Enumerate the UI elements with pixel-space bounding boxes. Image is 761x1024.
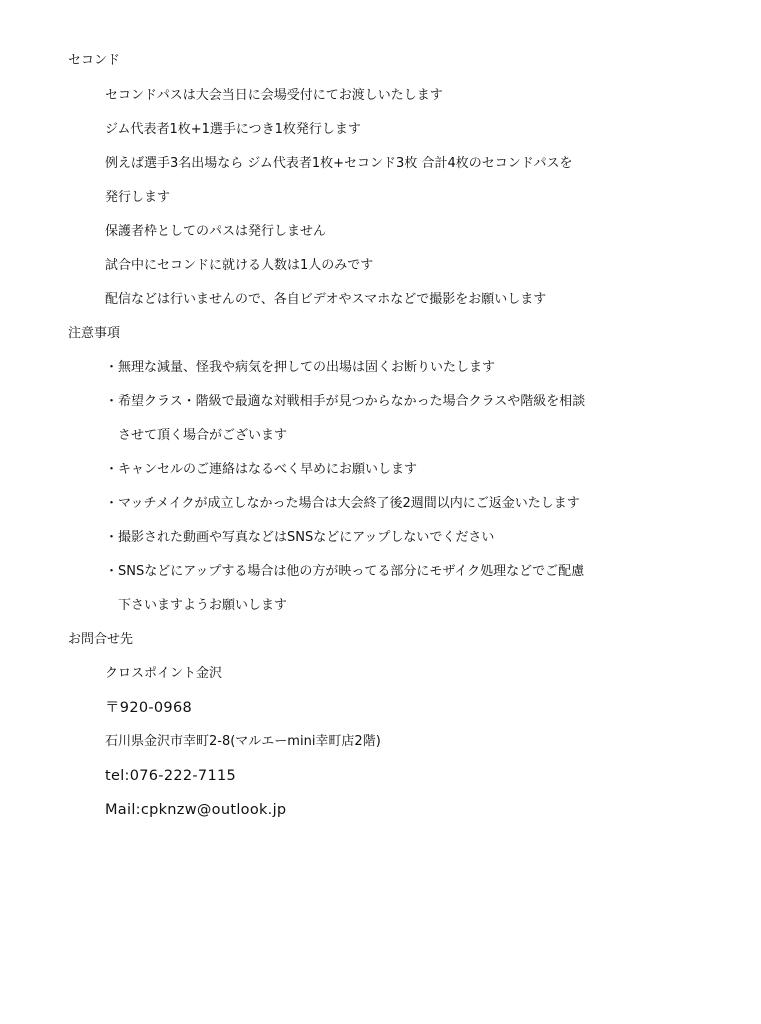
second-heading: セコンド [68, 53, 121, 68]
contact-mail: Mail:cpknzw@outlook.jp [105, 802, 287, 818]
notes-heading: 注意事項 [68, 326, 121, 341]
notes-line: ・キャンセルのご連絡はなるべく早めにお願いします [105, 462, 418, 477]
contact-address: 石川県金沢市幸町2-8(マルエーmini幸町店2階) [105, 734, 381, 749]
second-line: 保護者枠としてのパスは発行しません [105, 224, 327, 239]
notes-line: 下さいますようお願いします [118, 598, 288, 613]
contact-tel: tel:076-222-7115 [105, 768, 237, 784]
second-line: セコンドパスは大会当日に会場受付にてお渡しいたします [105, 88, 443, 103]
notes-line: ・SNSなどにアップする場合は他の方が映ってる部分にモザイク処理などでご配慮 [105, 564, 585, 579]
second-line: 例えば選手3名出場なら ジム代表者1枚+セコンド3枚 合計4枚のセコンドパスを [105, 156, 573, 171]
second-line: 試合中にセコンドに就ける人数は1人のみです [105, 258, 374, 273]
second-line: 発行します [105, 190, 171, 205]
notes-line: ・無理な減量、怪我や病気を押しての出場は固くお断りいたします [105, 360, 496, 375]
contact-name: クロスポイント金沢 [105, 666, 223, 681]
second-line: 配信などは行いませんので、各自ビデオやスマホなどで撮影をお願いします [105, 292, 547, 307]
contact-postal: 〒920-0968 [105, 700, 193, 716]
second-line: ジム代表者1枚+1選手につき1枚発行します [105, 122, 361, 137]
notes-line: ・希望クラス・階級で最適な対戦相手が見つからなかった場合クラスや階級を相談 [105, 394, 586, 409]
contact-heading: お問合せ先 [68, 632, 134, 647]
notes-line: させて頂く場合がございます [118, 428, 288, 443]
notes-line: ・マッチメイクが成立しなかった場合は大会終了後2週間以内にご返金いたします [105, 496, 580, 511]
notes-line: ・撮影された動画や写真などはSNSなどにアップしないでください [105, 530, 495, 545]
